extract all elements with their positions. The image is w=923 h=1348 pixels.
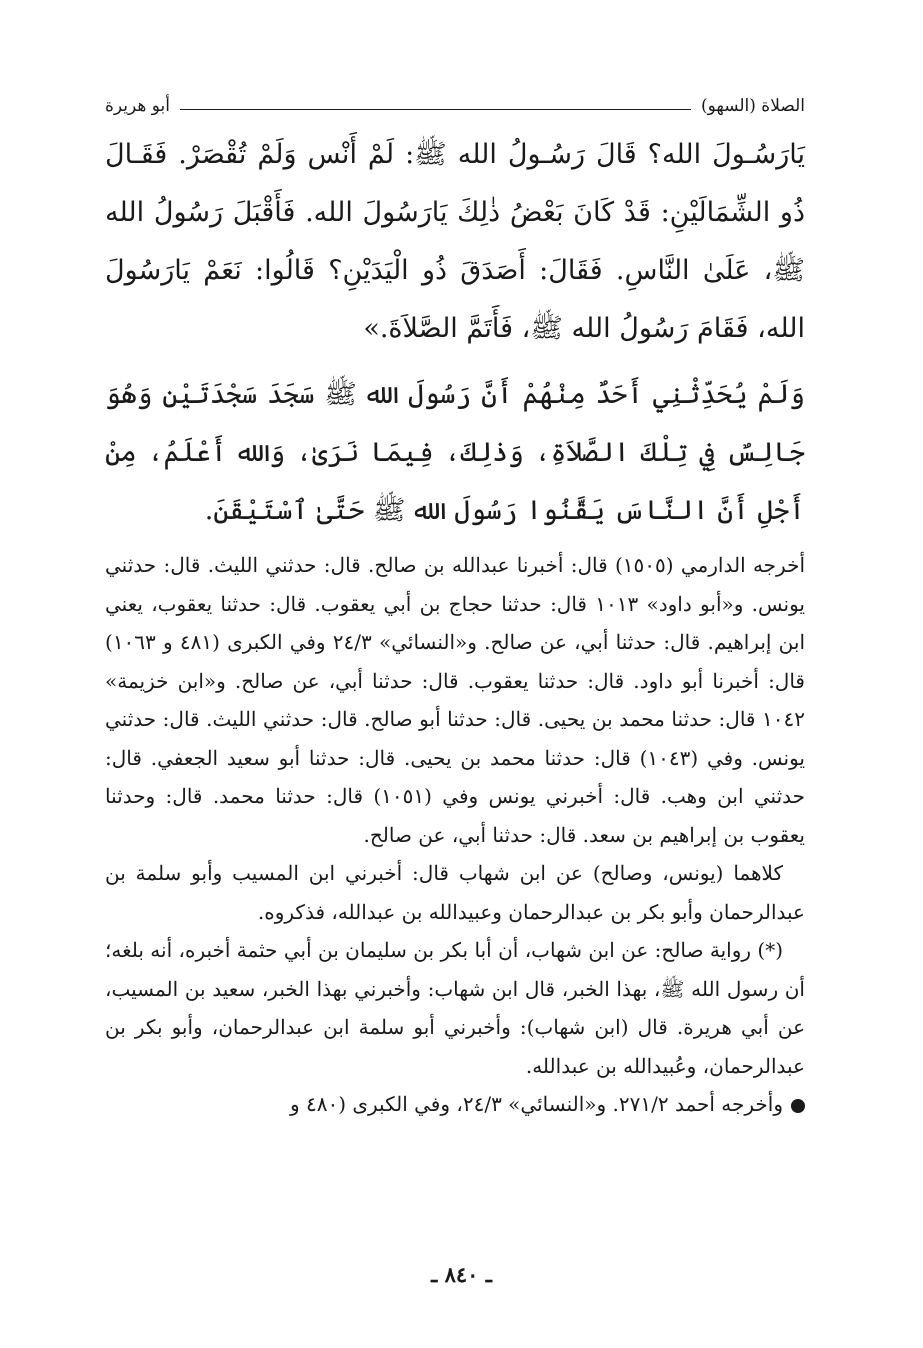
book-page <box>105 92 805 1124</box>
narrator-name: أبو هريرة <box>105 96 171 116</box>
chapter-title: الصلاة (السهو) <box>700 96 805 116</box>
header-rule <box>180 109 691 110</box>
bullet-icon <box>791 1099 805 1113</box>
ahmad-note-text: وأخرجه أحمد ٢٧١/٢. و«النسائي» ٢٤/٣، وفي الكبرى (٤٨٠ و <box>289 1092 783 1116</box>
hadith-text <box>105 126 805 540</box>
salih-narration-note: (*) رواية صالح: عن ابن شهاب، أن أبا بكر بن سليمان بن أبي حثمة أخبره، أنه بلغه؛ أن رسول الله ﷺ، بهذا الخبر، قال ابن شهاب: وأخبرني بهذا الخبر، سعيد بن المسيب، عن أبي هريرة. قال (ابن شهاب): وأخبرني أبو سلمة ابن عبدالرحمان، وأبو بكر بن عبدالرحمان، وعُبيدالله بن عبدالله. <box>105 938 805 1078</box>
footnotes <box>105 546 805 1124</box>
takhrij-note: أخرجه الدارمي (١٥٠٥) قال: أخبرنا عبدالله بن صالح. قال: حدثني الليث. قال: حدثني يونس. و«أبو داود» ١٠١٣ قال: حدثنا حجاج بن أبي يعقوب. قال: حدثنا يعقوب، يعني ابن إبراهيم. قال: حدثنا أبي، عن صالح. و«النسائي» ٢٤/٣ وفي الكبرى (٤٨١ و ١٠٦٣) قال: أخبرنا أبو داود. قال: حدثنا يعقوب. قال: حدثنا أبي، عن صالح. و«ابن خزيمة» ١٠٤٢ قال: حدثنا محمد بن يحيى. قال: حدثنا أبو صالح. قال: حدثني الليث. قال: حدثني يونس. وفي (١٠٤٣) قال: حدثنا محمد بن يحيى. قال: حدثنا أبو سعيد الجعفي. قال: حدثني ابن وهب. قال: أخبرني يونس وفي (١٠٥١) قال: حدثنا محمد. قال: وحدثنا يعقوب بن إبراهيم بن سعد. قال: حدثنا أبي، عن صالح. <box>105 553 806 847</box>
hadith-paragraph: يَارَسُـولَ الله؟ قَالَ رَسُـولُ الله ﷺ: لَمْ أَنْس وَلَمْ تُقْصَرْ. فَقَـالَ ذُو الشِّمَالَيْنِ: قَدْ كَانَ بَعْضُ ذٰلِكَ يَارَسُولَ الله. فَأَقْبَلَ رَسُولُ الله ﷺ، عَلَىٰ النَّاسِ. فَقَالَ: أَصَدَقَ ذُو الْيَدَيْنِ؟ قَالُوا: نَعَمْ يَارَسُولَ الله، فَقَامَ رَسُولُ الله ﷺ، فَأَتَمَّ الصَّلاَةَ.» <box>105 139 805 344</box>
both-narrators-note: كلاهما (يونس، وصالح) عن ابن شهاب قال: أخبرني ابن المسيب وأبو سلمة بن عبدالرحمان وأبو بكر بن عبدالرحمان وعبيدالله بن عبدالله، فذكروه. <box>105 861 805 924</box>
running-header <box>105 92 805 120</box>
hadith-paragraph: وَلَمْ يُحَدِّثْنِي أَحَدٌ مِنْهُمْ أَنَّ رَسُولَ الله ﷺ سَجَدَ سَجْدَتَيْنِ وَهُوَ جَالِسٌ فِي تِلْكَ الصَّلاَةِ، وَذٰلِكَ، فِيمَا نَرَىٰ، وَالله أَعْلَمُ، مِنْ أَجْلِ أَنَّ النَّاسَ يَقَّنُوا رَسُولَ الله ﷺ حَتَّىٰ ٱسْتَيْقَنَ. <box>105 379 805 526</box>
page-number: ـ ٨٤٠ ـ <box>431 1262 492 1287</box>
ahmad-note <box>105 1085 805 1124</box>
